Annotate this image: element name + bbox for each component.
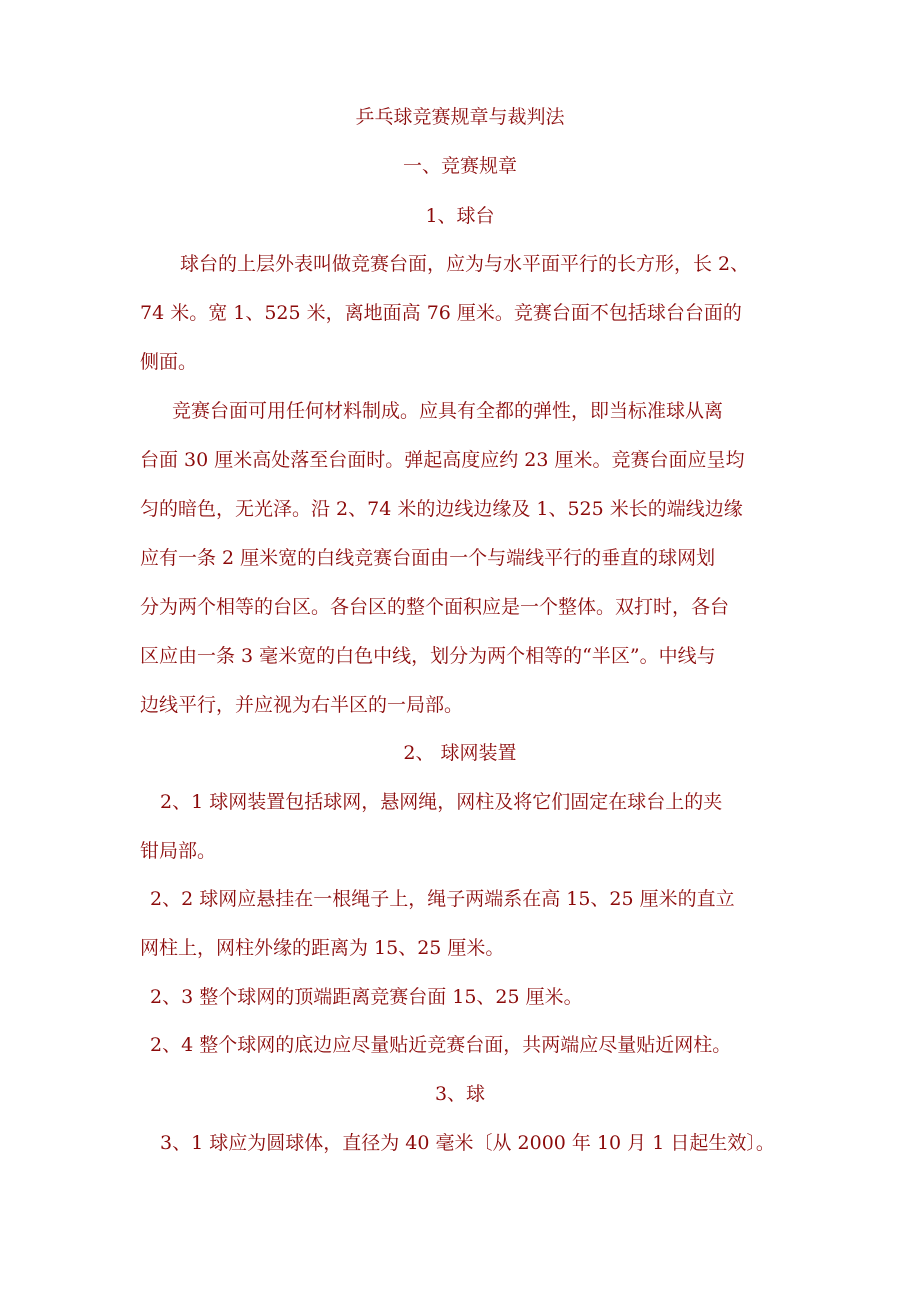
paragraph-line: 74 米。宽 1、525 米，离地面高 76 厘米。竞赛台面不包括球台台面的 xyxy=(140,302,742,324)
subsection-heading: 1、球台 xyxy=(425,205,495,227)
paragraph-line: 边线平行，并应视为右半区的一局部。 xyxy=(140,694,464,716)
paragraph-line: 侧面。 xyxy=(140,351,198,373)
document-title: 乒乓球竞赛规章与裁判法 xyxy=(355,106,565,128)
paragraph-line: 球台的上层外表叫做竞赛台面，应为与水平面平行的长方形，长 2、 xyxy=(180,253,750,275)
paragraph-line: 2、2 球网应悬挂在一根绳子上，绳子两端系在高 15、25 厘米的直立 xyxy=(150,888,735,910)
paragraph-line: 2、3 整个球网的顶端距离竞赛台面 15、25 厘米。 xyxy=(150,986,583,1008)
paragraph-line: 竞赛台面可用任何材料制成。应具有全都的弹性，即当标准球从离 xyxy=(172,400,724,422)
paragraph-line: 分为两个相等的台区。各台区的整个面积应是一个整体。双打时，各台 xyxy=(140,596,730,618)
section-heading: 一、竞赛规章 xyxy=(402,155,517,177)
paragraph-line: 3、1 球应为圆球体，直径为 40 毫米〔从 2000 年 10 月 1 日起生效〕。 xyxy=(160,1132,775,1154)
paragraph-line: 区应由一条 3 毫米宽的白色中线，划分为两个相等的“半区”。中线与 xyxy=(140,645,716,667)
paragraph-line: 匀的暗色，无光泽。沿 2、74 米的边线边缘及 1、525 米长的端线边缘 xyxy=(140,498,743,520)
paragraph-line: 2、1 球网装置包括球网，悬网绳，网柱及将它们固定在球台上的夹 xyxy=(160,791,723,813)
subsection-heading: 3、球 xyxy=(434,1083,486,1105)
paragraph-line: 钳局部。 xyxy=(140,840,217,862)
paragraph-line: 台面 30 厘米高处落至台面时。弹起高度应约 23 厘米。竞赛台面应呈均 xyxy=(140,449,745,471)
paragraph-line: 2、4 整个球网的底边应尽量贴近竞赛台面，共两端应尽量贴近网柱。 xyxy=(150,1034,732,1056)
paragraph-line: 网柱上，网柱外缘的距离为 15、25 厘米。 xyxy=(140,937,505,959)
subsection-heading: 2、 球网装置 xyxy=(403,742,517,764)
paragraph-line: 应有一条 2 厘米宽的白线竞赛台面由一个与端线平行的垂直的球网划 xyxy=(140,547,716,569)
